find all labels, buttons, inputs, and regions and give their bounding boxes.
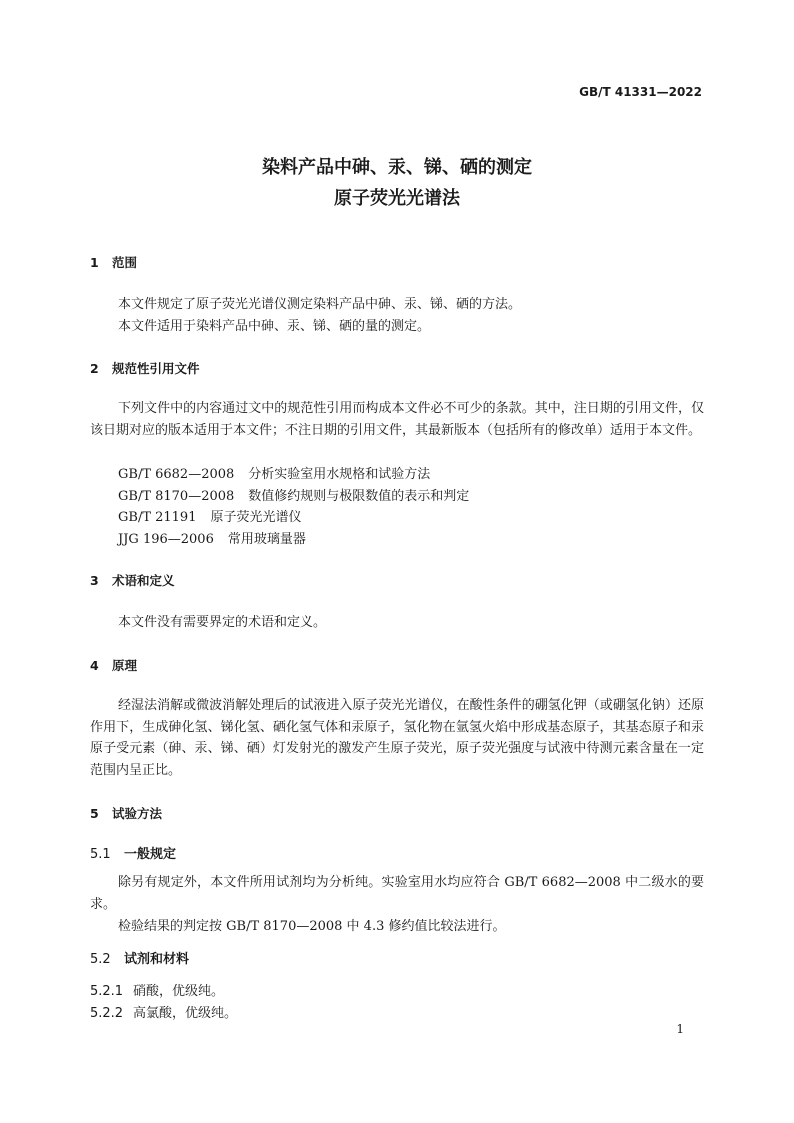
item-text: 硝酸，优级纯。	[133, 984, 225, 999]
item-text: 高氯酸，优级纯。	[133, 1006, 238, 1021]
section-number: 4	[90, 658, 99, 673]
section-4-heading	[90, 656, 137, 674]
subsection-5-1-paragraph-2: 检验结果的判定按 GB/T 8170—2008 中 4.3 修约值比较法进行。	[118, 919, 506, 934]
item-number: 5.2.2	[90, 1006, 124, 1021]
reference-title: 数值修约规则与极限数值的表示和判定	[248, 489, 470, 504]
section-number: 5	[90, 806, 99, 821]
standard-number: GB/T 41331—2022	[579, 85, 702, 99]
subsection-title: 一般规定	[124, 847, 177, 862]
document-title-line2: 原子荧光光谱法	[334, 188, 460, 209]
reference-item	[118, 506, 302, 525]
section-title: 规范性引用文件	[112, 361, 200, 376]
item-5-2-2	[90, 1002, 237, 1021]
page-number: 1	[676, 1022, 684, 1036]
section-2-heading	[90, 359, 200, 377]
subsection-title: 试剂和材料	[124, 952, 190, 967]
reference-title: 常用玻璃量器	[227, 532, 306, 547]
section-2-intro: 下列文件中的内容通过文中的规范性引用而构成本文件必不可少的条款。其中，注日期的引用文件，仅该日期对应的版本适用于本文件；不注日期的引用文件，其最新版本（包括所有的修改单）适用于本文件。	[90, 401, 704, 438]
subsection-number: 5.2	[90, 952, 111, 967]
section-3-paragraph: 本文件没有需要界定的术语和定义。	[118, 615, 327, 630]
section-4-paragraph: 经湿法消解或微波消解处理后的试液进入原子荧光光谱仪，在酸性条件的硼氢化钾（或硼氢化钠）还原作用下，生成砷化氢、锑化氢、硒化氢气体和汞原子，氢化物在氩氢火焰中形成基态原子，其基态原子和汞原子受元素（砷、汞、锑、硒）灯发射光的激发产生原子荧光，原子荧光强度与试液中待测元素含量在一定范围内呈正比。	[90, 698, 704, 778]
reference-title: 原子荧光光谱仪	[210, 510, 302, 525]
subsection-5-2-heading	[90, 948, 189, 967]
document-title-line1: 染料产品中砷、汞、锑、硒的测定	[262, 157, 532, 178]
section-number: 3	[90, 573, 99, 588]
section-title: 范围	[112, 255, 138, 270]
section-number: 2	[90, 361, 99, 376]
section-1-heading	[90, 253, 137, 271]
reference-code: JJG 196—2006	[118, 532, 214, 547]
section-1-paragraph-1: 本文件规定了原子荧光光谱仪测定染料产品中砷、汞、锑、硒的方法。	[118, 297, 522, 312]
subsection-5-1-paragraph-1: 除另有规定外，本文件所用试剂均为分析纯。实验室用水均应符合 GB/T 6682—2008 中二级水的要求。	[90, 875, 704, 912]
section-1-paragraph-2: 本文件适用于染料产品中砷、汞、锑、硒的量的测定。	[118, 319, 431, 334]
section-title: 原理	[112, 658, 138, 673]
section-title: 试验方法	[112, 806, 163, 821]
section-title: 术语和定义	[112, 573, 175, 588]
reference-code: GB/T 21191	[118, 510, 197, 525]
item-number: 5.2.1	[90, 984, 124, 999]
section-number: 1	[90, 255, 99, 270]
reference-code: GB/T 6682—2008	[118, 467, 235, 482]
subsection-number: 5.1	[90, 847, 111, 862]
section-5-heading	[90, 804, 162, 822]
reference-item	[118, 463, 430, 482]
section-3-heading	[90, 571, 175, 589]
reference-item	[118, 528, 306, 547]
reference-code: GB/T 8170—2008	[118, 489, 235, 504]
item-5-2-1	[90, 980, 224, 999]
reference-title: 分析实验室用水规格和试验方法	[248, 467, 431, 482]
reference-item	[118, 485, 469, 504]
subsection-5-1-heading	[90, 843, 176, 862]
